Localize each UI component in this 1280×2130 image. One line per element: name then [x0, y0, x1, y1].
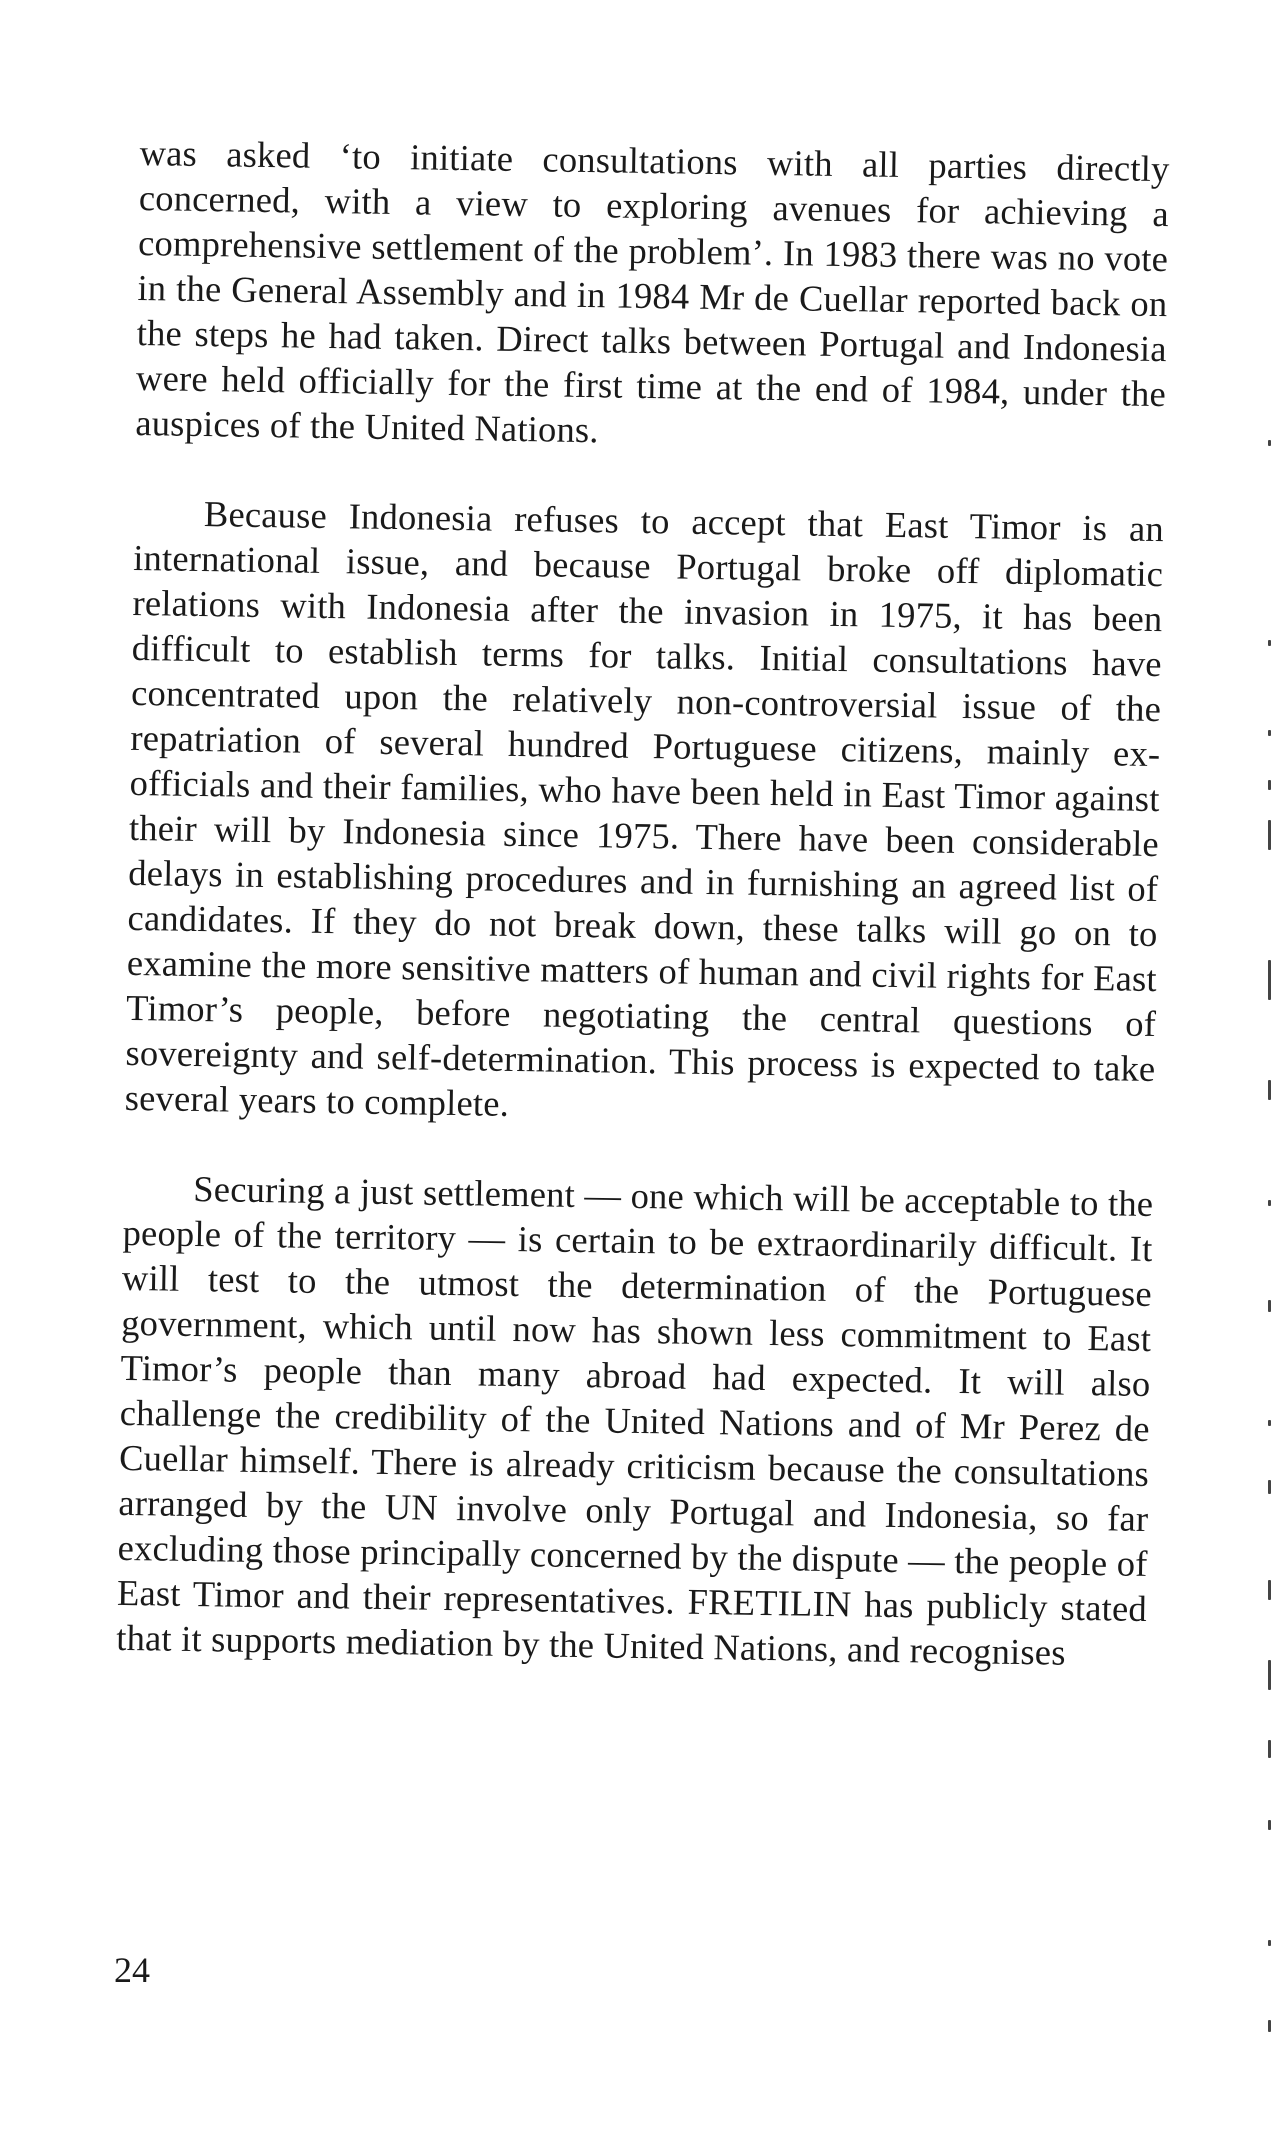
scan-edge-marks [1266, 400, 1274, 2100]
page-number: 24 [114, 1950, 150, 1990]
paragraph-2: Because Indonesia refuses to accept that East Timor is an international issue, and because Portugal broke off diplomatic relations with Indonesia after the invasion in 1975, it has been difficult to establish terms for talks. Initial consultations have concentrated upon the relatively non-controversial issue of the repatriation of several hundred Portuguese citizens, mainly ex-officials and their families, who have been held in East Timor against their will by Indonesia since 1975. There have been considerable delays in establishing procedures and in furnishing an agreed list of candidates. If they do not break down, these talks will go on to examine the more sensitive matters of human and civil rights for East Timor’s people, before negotiating the central questions of sovereignty and self-determination. This process is expected to take several years to complete. [124, 493, 1165, 1124]
paragraph-1: was asked ‘to initiate consultations with all parties directly concerned, with a view to exploring avenues for achieving a comprehensive settlement of the problem’. In 1983 there was no vote in the General Assembly and in 1984 Mr de Cuellar reported back on the steps he had taken. Direct talks between Portugal and Indonesia were held officially for the first time at the end of 1984, under the auspices of the United Nations. [135, 131, 1170, 451]
text-column [116, 130, 1170, 1676]
paragraph-3: Securing a just settlement — one which will be acceptable to the people of the territory — is certain to be extraordinarily difficult. It will test to the utmost the determination of the Portuguese government, which until now has shown less commitment to East Timor’s people than many abroad had expected. It will also challenge the credibility of the United Nations and of Mr Perez de Cuellar himself. There is already criticism because the consultations arranged by the UN involve only Portugal and Indonesia, so far excluding those principally concerned by the dispute — the people of East Timor and their representatives. FRETILIN has publicly stated that it supports mediation by the United Nations, and recognises [115, 1167, 1154, 1673]
